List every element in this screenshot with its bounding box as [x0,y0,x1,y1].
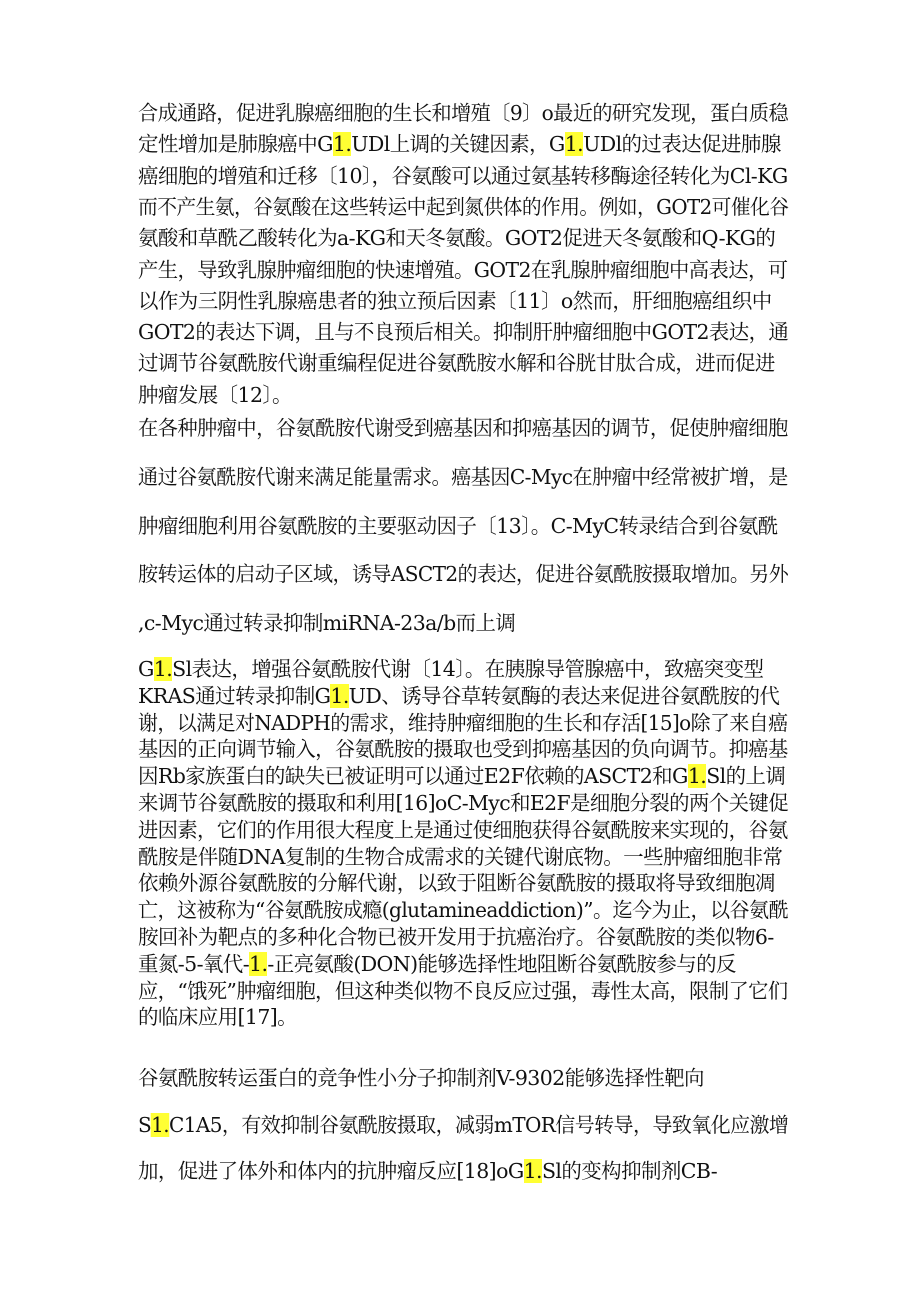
text-segment: 癌细胞的增殖和迁移〔10〕，谷氨酸可以通过氨基转移酶途径转化为Cl-KG [138,163,788,188]
text-line [138,194,788,221]
text-segment: 氨酸和草酰乙酸转化为a-KG和天冬氨酸。GOT2促进天冬氨酸和Q-KG的 [138,226,776,251]
text-segment: 肿瘤发展〔12〕。 [138,382,292,407]
text-segment: 加，促进了体外和体内的抗肿瘤反应[18]oG [138,1159,524,1183]
highlighted-text: 1. [153,657,173,681]
highlighted-text: 1. [151,1112,170,1137]
text-line [138,978,788,1005]
text-line [138,763,785,790]
text-segment: UDl的过表达促进肺腺 [583,132,781,157]
text-line [138,897,788,924]
text-segment: G [138,657,154,681]
text-segment: Sl的上调 [706,764,786,789]
text-segment: 过调节谷氨酰胺代谢重编程促进谷氨酰胺水解和谷胱甘肽合成，进而促进 [138,351,775,376]
text-segment: S [138,1112,152,1137]
text-segment: 进因素，它们的作用很大程度上是通过使细胞获得谷氨酰胺来实现的，谷氨 [138,817,788,842]
text-line [138,350,775,377]
text-segment: 基因的正向调节输入，谷氨酰胺的摄取也受到抑癌基因的负向调节。抑癌基 [138,737,788,762]
text-segment: 产生，导致乳腺肿瘤细胞的快速增殖。GOT2在乳腺肿瘤细胞中高表达，可 [138,257,788,282]
text-segment: 依赖外源谷氨酰胺的分解代谢，以致于阻断谷氨酰胺的摄取将导致细胞凋 [138,871,775,896]
text-segment: 通过谷氨酰胺代谢来满足能量需求。癌基因C-Myc在肿瘤中经常被扩增，是 [138,464,788,489]
text-segment: 合成通路，促进乳腺癌细胞的生长和增殖〔9〕o最近的研究发现，蛋白质稳 [138,101,789,125]
text-line [138,513,778,540]
text-segment: 亡，这被称为“谷氨酰胺成瘾(glutamineaddiction)”。迄今为止，以谷氨酰 [138,898,789,923]
text-line [138,817,788,844]
text-segment: Sl表达，增强谷氨酰胺代谢〔14〕。在胰腺导管腺癌中，致癌突变型 [172,657,764,681]
text-line [138,844,782,871]
text-line [138,790,788,817]
highlighted-text: 1. [564,132,584,157]
text-line [138,319,788,346]
text-segment: 在各种肿瘤中，谷氨酰胺代谢受到癌基因和抑癌基因的调节，促使肿瘤细胞 [138,416,788,440]
text-segment: Sl的变构抑制剂CB- [541,1159,718,1183]
text-line [138,656,763,683]
text-line [138,225,775,252]
text-line [138,736,788,763]
text-segment: 胺转运体的启动子区域，诱导ASCT2的表达，促进谷氨酰胺摄取增加。另外 [138,562,789,587]
text-line [138,1065,704,1092]
text-segment: 而不产生氨，谷氨酸在这些转运中起到氮供体的作用。例如，GOT2可催化谷 [138,194,789,219]
highlighted-text: 1. [330,683,349,708]
text-line [138,924,774,951]
text-line [138,1158,717,1185]
text-segment: 应，“饿死”肿瘤细胞，但这种类似物不良反应过强，毒性太高，限制了它们 [138,978,788,1003]
text-segment: -正亮氨酸(DON)能够选择性地阻断谷氨酰胺参与的反 [267,951,736,976]
text-segment: C1A5，有效抑制谷氨酰胺摄取，减弱mTOR信号转导，导致氧化应激增 [169,1112,789,1137]
text-segment: ,c-Myc通过转录抑制miRNA-23a/b而上调 [138,611,516,636]
text-segment: 胺回补为靶点的多种化合物已被开发用于抗癌治疗。谷氨酰胺的类似物6- [138,925,774,949]
text-segment: 来调节谷氨酰胺的摄取和利用[16]oC-Myc和E2F是细胞分裂的两个关键促 [138,791,789,815]
text-line [138,415,788,442]
text-segment: GOT2的表达下调，且与不良预后相关。抑制肝肿瘤细胞中GOT2表达，通 [138,320,789,345]
text-segment: KRAS通过转录抑制G [138,683,331,708]
text-segment: 定性增加是肺腺癌中G [138,132,333,157]
highlighted-text: 1. [687,764,707,789]
text-line [138,610,515,637]
text-line [138,163,788,190]
text-line [138,131,781,158]
text-line [138,870,775,897]
text-line [138,100,788,127]
text-line [138,1112,788,1139]
text-line [138,288,772,315]
text-line [138,1004,297,1031]
text-line [138,710,788,737]
text-line [138,382,292,409]
text-segment: 肿瘤细胞利用谷氨酰胺的主要驱动因子〔13〕。C-MyC转录结合到谷氨酰 [138,513,778,538]
text-segment: 酰胺是伴随DNA复制的生物合成需求的关键代谢底物。一些肿瘤细胞非常 [138,844,783,869]
text-line [138,561,788,588]
text-segment: UDl上调的关键因素，G [351,132,565,157]
text-line [138,683,779,710]
text-segment: 谷氨酰胺转运蛋白的竞争性小分子抑制剂V-9302能够选择性靶向 [138,1066,704,1090]
text-line [138,464,788,491]
text-segment: UD、诱导谷草转氨酶的表达来促进谷氨酰胺的代 [348,683,780,708]
text-segment: 因Rb家族蛋白的缺失已被证明可以通过E2F依赖的ASCT2和G [138,764,688,789]
text-line [138,257,788,284]
text-segment: 重氮-5-氧代- [138,951,250,976]
highlighted-text: 1. [332,132,352,157]
highlighted-text: 1. [249,951,268,976]
highlighted-text: 1. [523,1159,542,1183]
text-line [138,951,736,978]
text-segment: 谢，以满足对NADPH的需求，维持肿瘤细胞的生长和存活[15]o除了来自癌 [138,710,788,735]
text-segment: 以作为三阴性乳腺癌患者的独立预后因素〔11〕o然而，肝细胞癌组织中 [138,288,772,313]
text-segment: 的临床应用[17]。 [138,1005,298,1030]
